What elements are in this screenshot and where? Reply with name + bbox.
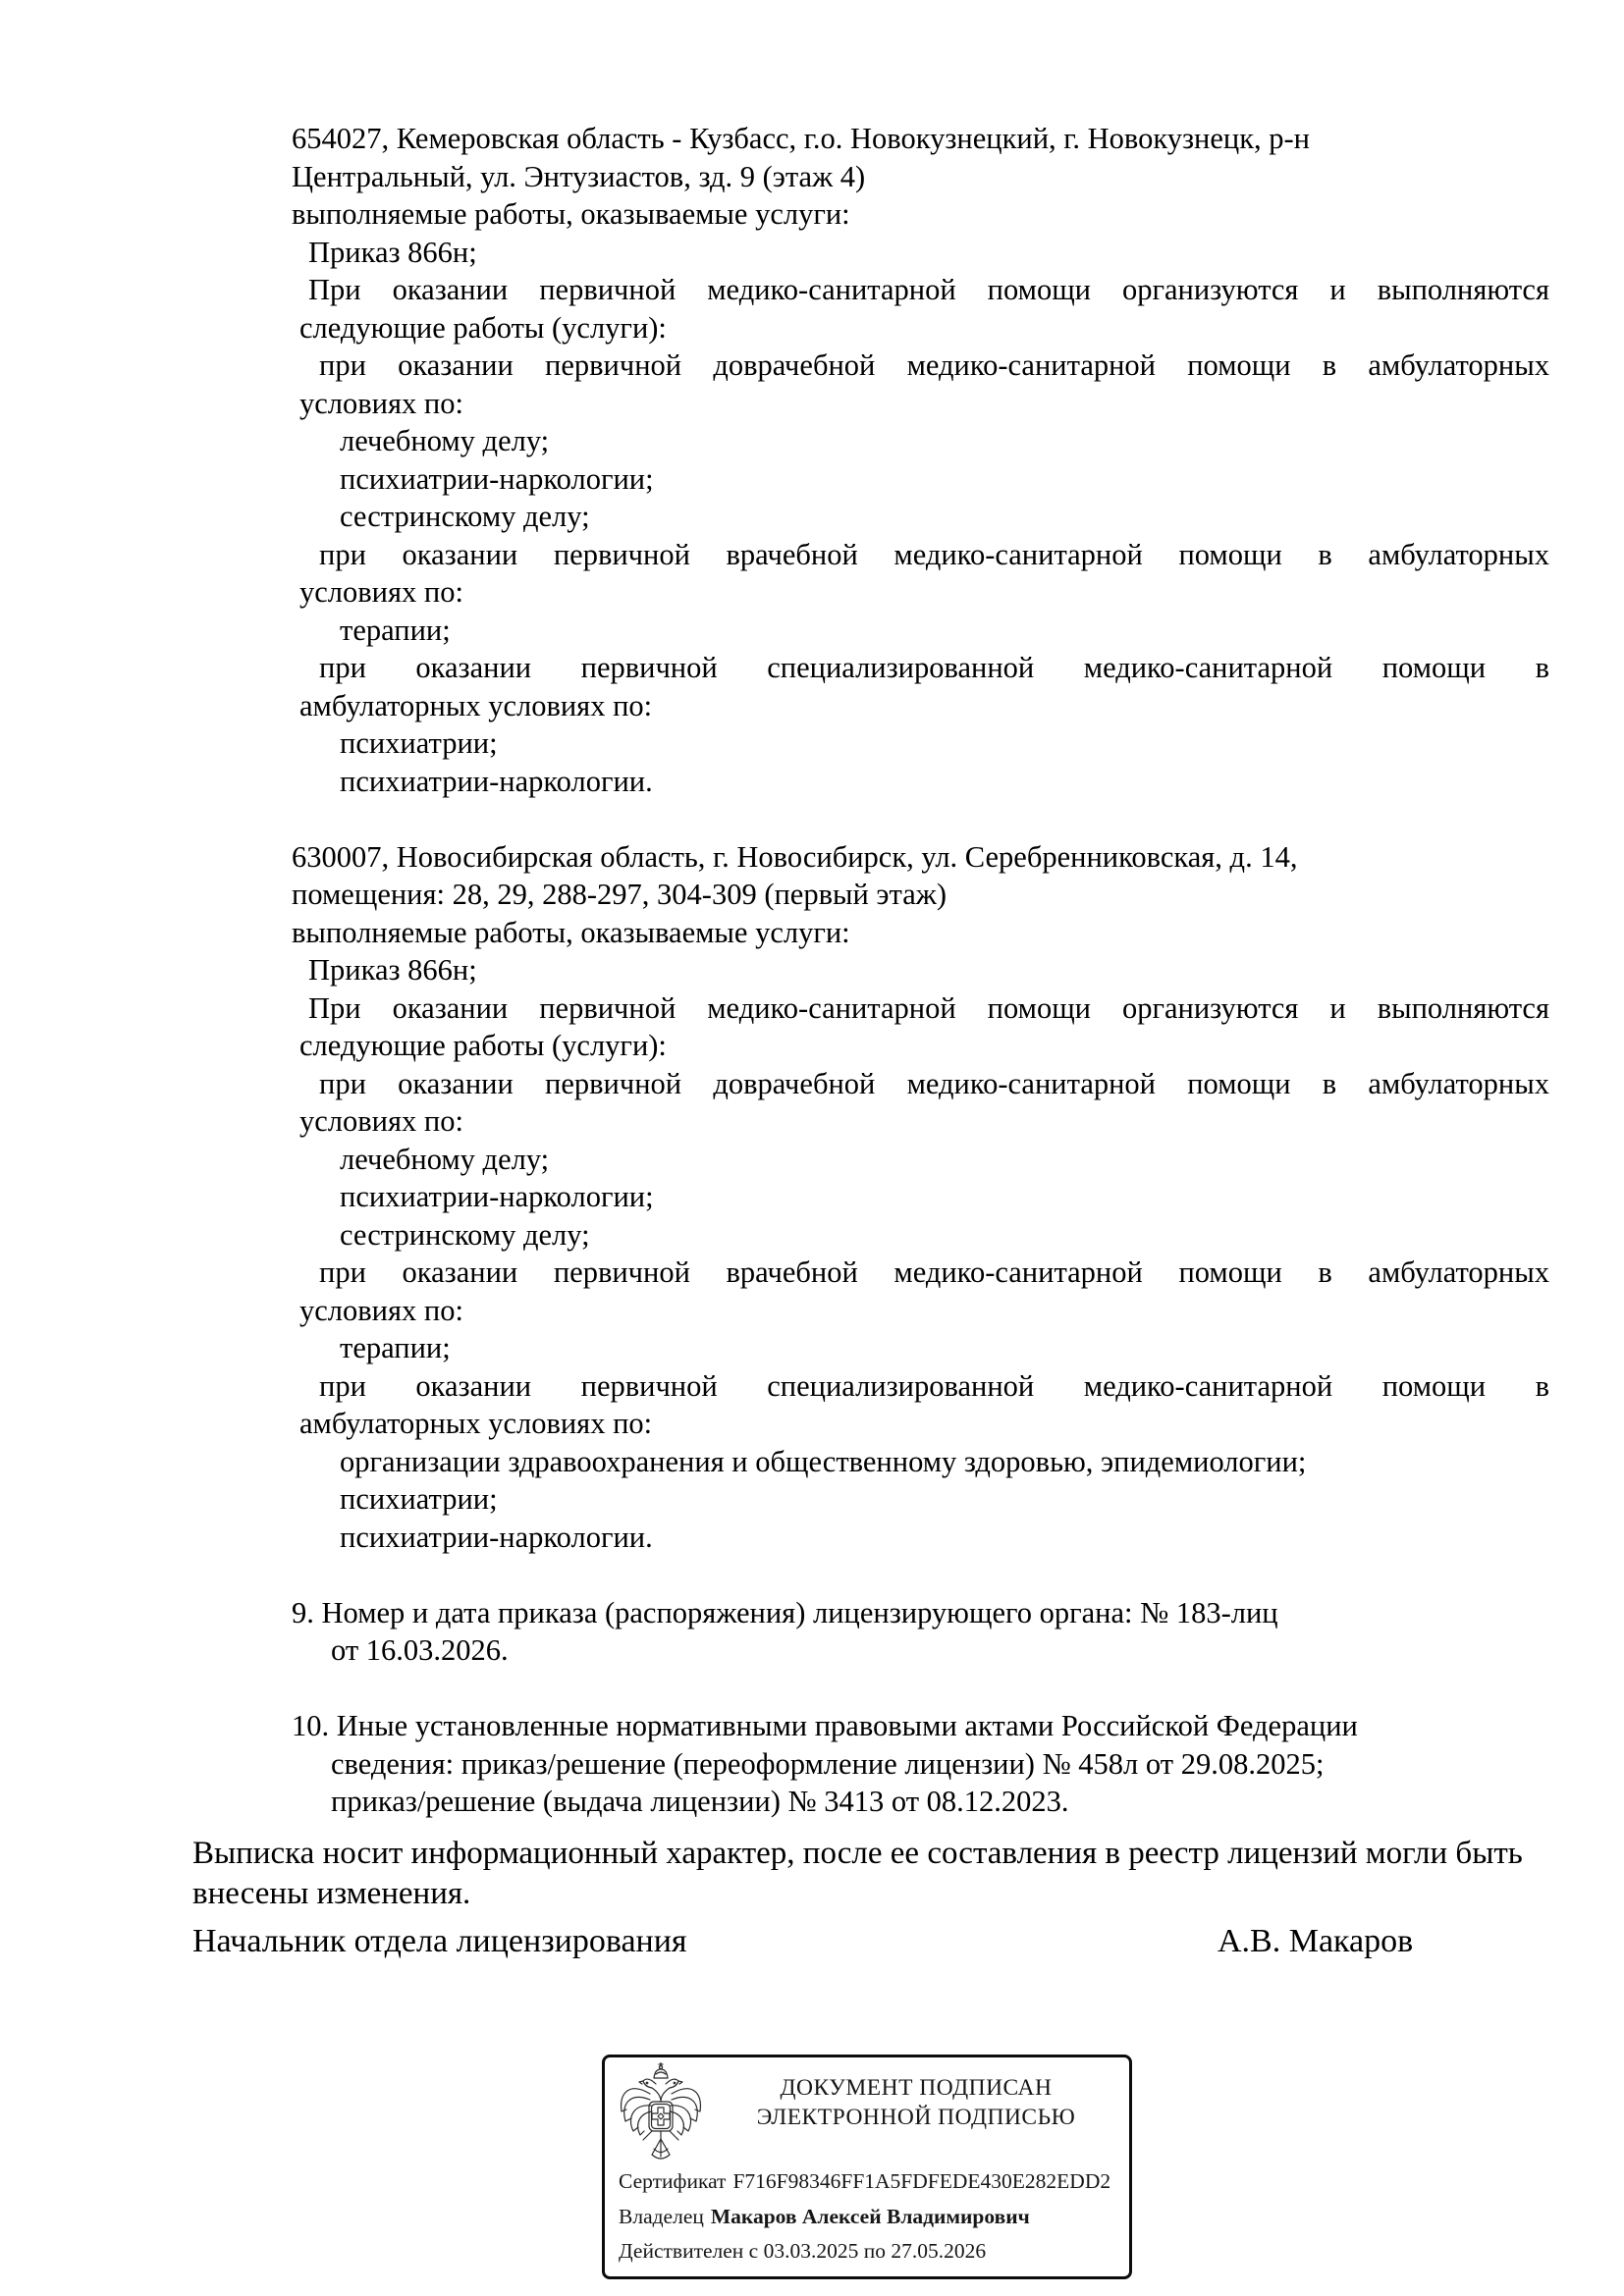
text-line: Центральный, ул. Энтузиастов, зд. 9 (этаж 4): [292, 159, 866, 193]
digital-signature-stamp: [602, 2055, 1132, 2279]
text-line: При оказании первичной медико-санитарной помощи организуются и выполняются: [308, 273, 1549, 306]
stamp-info: [619, 2164, 1123, 2269]
text-line: амбулаторных условиях по:: [299, 1407, 653, 1440]
text-line: при оказании первичной специализированной медико-санитарной помощи в: [319, 651, 1549, 684]
text-line: приказ/решение (выдача лицензии) № 3413 от 08.12.2023.: [331, 1785, 1069, 1818]
roszdravnadzor-eagle-icon: [617, 2062, 705, 2166]
text-line: лечебному делу;: [340, 1142, 550, 1176]
text-line: психиатрии;: [340, 1482, 498, 1516]
text-line: терапии;: [340, 613, 451, 647]
stamp-title-line1: ДОКУМЕНТ ПОДПИСАН: [780, 2075, 1053, 2101]
text-line: при оказании первичной доврачебной медико-санитарной помощи в амбулаторных: [319, 348, 1549, 382]
text-line: организации здравоохранения и общественному здоровью, эпидемиологии;: [340, 1444, 1307, 1478]
text-line: при оказании первичной доврачебной медико-санитарной помощи в амбулаторных: [319, 1066, 1549, 1100]
text-line: сестринскому делу;: [340, 1217, 590, 1252]
text-line: при оказании первичной специализированной медико-санитарной помощи в: [319, 1368, 1549, 1403]
certificate-value: F716F98346FF1A5FDFEDE430E282EDD2: [732, 2169, 1111, 2193]
stamp-title-line2: ЭЛЕКТРОННОЙ ПОДПИСЬЮ: [756, 2105, 1076, 2130]
blank-line: [292, 800, 1549, 838]
text-line: психиатрии-наркологии;: [340, 461, 654, 496]
text-line: условиях по:: [299, 1293, 463, 1327]
text-line: при оказании первичной врачебной медико-санитарной помощи в амбулаторных: [319, 1255, 1549, 1289]
text-line: условиях по:: [299, 1104, 463, 1138]
stamp-certificate-line: [619, 2164, 1123, 2200]
blank-line: [292, 1556, 1549, 1594]
stamp-title: [709, 2073, 1123, 2132]
text-line: 9. Номер и дата приказа (распоряжения) лицензирующего органа: № 183-лиц: [292, 1595, 1278, 1629]
text-line: следующие работы (услуги):: [299, 1029, 667, 1062]
text-line: условиях по:: [299, 575, 463, 609]
text-line: при оказании первичной врачебной медико-санитарной помощи в амбулаторных: [319, 537, 1549, 571]
text-line: выполняемые работы, оказываемые услуги:: [292, 197, 850, 231]
text-line: выполняемые работы, оказываемые услуги:: [292, 915, 850, 949]
owner-value: Макаров Алексей Владимирович: [710, 2204, 1030, 2228]
text-line: 10. Иные установленные нормативными правовыми актами Российской Федерации: [292, 1709, 1358, 1742]
text-line: психиатрии-наркологии.: [340, 764, 653, 798]
owner-label: Владелец: [619, 2204, 704, 2228]
license-text: [292, 120, 1549, 1821]
text-line: психиатрии;: [340, 726, 498, 760]
text-line: следующие работы (услуги):: [299, 310, 667, 345]
text-line: амбулаторных условиях по:: [299, 688, 653, 722]
text-line: терапии;: [340, 1331, 451, 1364]
text-line: условиях по:: [299, 386, 463, 420]
disclaimer-line: внесены изменения.: [192, 1876, 471, 1911]
text-line: помещения: 28, 29, 288-297, 304-309 (первый этаж): [292, 878, 947, 911]
signatory-title: Начальник отдела лицензирования: [192, 1923, 687, 1959]
stamp-owner-line: [619, 2200, 1123, 2235]
signatory-name: А.В. Макаров: [1218, 1923, 1414, 1959]
text-line: от 16.03.2026.: [331, 1633, 509, 1667]
text-line: Приказ 866н;: [308, 953, 477, 987]
disclaimer: [192, 1834, 1587, 1914]
text-line: При оказании первичной медико-санитарной помощи организуются и выполняются: [308, 990, 1549, 1025]
text-line: лечебному делу;: [340, 424, 550, 457]
stamp-validity-line: Действителен с 03.03.2025 по 27.05.2026: [619, 2239, 987, 2263]
text-line: 630007, Новосибирская область, г. Новосибирск, ул. Серебренниковская, д. 14,: [292, 839, 1298, 874]
text-line: 654027, Кемеровская область - Кузбасс, г.о. Новокузнецкий, г. Новокузнецк, р-н: [292, 122, 1310, 155]
text-line: психиатрии-наркологии;: [340, 1180, 654, 1213]
text-line: психиатрии-наркологии.: [340, 1520, 653, 1554]
text-line: сведения: приказ/решение (переоформление лицензии) № 458л от 29.08.2025;: [331, 1746, 1325, 1781]
text-line: Приказ 866н;: [308, 235, 477, 269]
certificate-label: Сертификат: [619, 2169, 727, 2193]
disclaimer-line: Выписка носит информационный характер, после ее составления в реестр лицензий могли быть: [192, 1836, 1523, 1871]
text-line: сестринскому делу;: [340, 500, 590, 533]
blank-line: [292, 1670, 1549, 1708]
signature-row: [192, 1922, 1528, 1965]
